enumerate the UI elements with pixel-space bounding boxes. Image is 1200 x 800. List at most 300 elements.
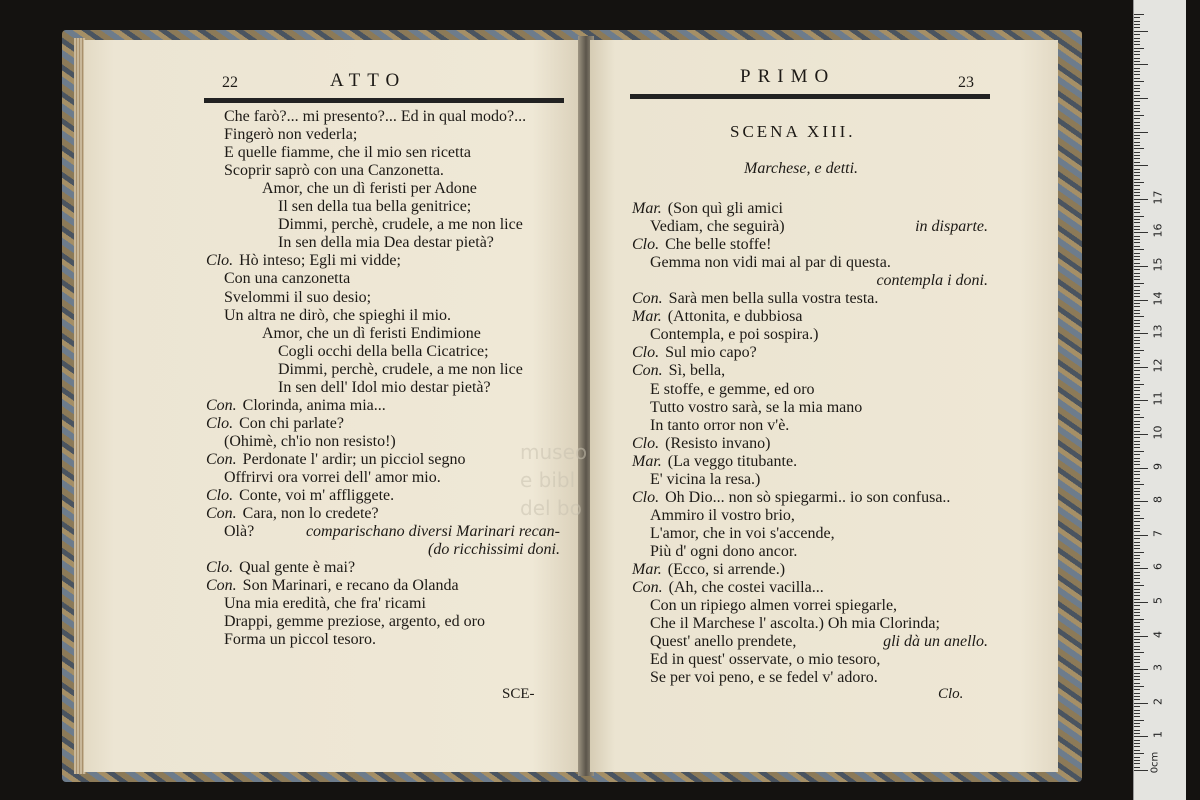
ruler-tick: [1134, 770, 1148, 771]
ruler-tick: [1134, 703, 1148, 704]
ruler-tick: [1134, 21, 1140, 22]
scene-characters: Marchese, e detti.: [744, 160, 859, 177]
ruler-tick: [1134, 525, 1140, 526]
ruler-tick: [1134, 518, 1144, 519]
text-line: [206, 397, 386, 415]
ruler-tick: [1134, 330, 1140, 331]
ruler-tick: [1134, 474, 1140, 475]
ruler-tick: [1134, 652, 1144, 653]
ruler-tick: [1134, 343, 1140, 344]
verse-text: Cogli occhi della bella Cicatrice;: [278, 342, 489, 360]
ruler-tick: [1134, 283, 1144, 284]
ruler-tick: [1134, 152, 1140, 153]
ruler-tick: [1134, 51, 1140, 52]
verse-text: Contempla, e poi sospira.): [650, 326, 819, 344]
ruler-tick: [1134, 414, 1140, 415]
ruler-tick: [1134, 609, 1140, 610]
speaker-name: Con.: [632, 579, 663, 597]
text-line: [278, 198, 471, 216]
ruler-tick: [1134, 394, 1140, 395]
text-line: [206, 577, 459, 595]
ruler-tick: [1134, 61, 1140, 62]
text-line: [632, 344, 757, 362]
verse-text: Cara, non lo credete?: [242, 505, 379, 523]
ruler-tick: [1134, 619, 1144, 620]
speaker-name: Mar.: [632, 452, 662, 470]
ruler-tick: [1134, 316, 1144, 317]
ruler-tick: [1134, 81, 1144, 82]
ruler-label: 10: [1151, 425, 1165, 440]
text-line: [262, 325, 481, 343]
verse-text: Tutto vostro sarà, se la mia mano: [650, 398, 863, 416]
right-page: [590, 40, 1058, 772]
verse-text: Drappi, gemme preziose, argento, ed oro: [224, 613, 485, 631]
verse-text: Quest' anello prendete,: [650, 633, 797, 651]
ruler-tick: [1134, 290, 1140, 291]
verse-text: Dimmi, perchè, crudele, a me non lice: [278, 216, 523, 234]
verse-text: Il sen della tua bella genitrice;: [278, 198, 472, 216]
ruler-tick: [1134, 478, 1140, 479]
ruler-tick: [1134, 105, 1140, 106]
watermark: [520, 438, 587, 522]
text-line: [224, 126, 357, 144]
ruler-tick: [1134, 85, 1140, 86]
ruler-tick: [1134, 54, 1140, 55]
ruler-tick: [1134, 538, 1140, 539]
verse-text: Vediam, che seguirà): [650, 218, 785, 236]
speaker-name: Clo.: [206, 487, 234, 505]
text-line: [632, 453, 797, 471]
ruler-tick: [1134, 189, 1140, 190]
ruler-tick: [1134, 38, 1140, 39]
ruler-tick: [1134, 572, 1140, 573]
ruler-tick: [1134, 555, 1140, 556]
ruler-tick: [1134, 313, 1140, 314]
ruler-tick: [1134, 142, 1140, 143]
ruler-tick: [1134, 505, 1140, 506]
text-line: [632, 489, 950, 507]
ruler-tick: [1134, 357, 1140, 358]
ruler-tick: [1134, 592, 1140, 593]
ruler-tick: [1134, 575, 1140, 576]
verse-text: Olà?: [224, 523, 255, 541]
ruler-tick: [1134, 259, 1140, 260]
ruler-tick: [1134, 548, 1140, 549]
ruler-tick: [1134, 528, 1140, 529]
text-line: [632, 362, 725, 380]
verse-text: Sarà men bella sulla vostra testa.: [668, 290, 879, 308]
text-line: [262, 180, 477, 198]
ruler-tick: [1134, 488, 1140, 489]
ruler-tick: [1134, 101, 1140, 102]
speaker-name: Mar.: [632, 561, 662, 578]
text-line: [224, 162, 444, 180]
ruler-tick: [1134, 673, 1140, 674]
verse-text: Hò inteso; Egli mi vidde;: [239, 252, 401, 270]
ruler-tick: [1134, 639, 1140, 640]
ruler-label: 13: [1151, 324, 1165, 339]
ruler-tick: [1134, 427, 1140, 428]
ruler-tick: [1134, 730, 1140, 731]
text-line: [224, 433, 396, 451]
text-line: [650, 597, 897, 615]
ruler-tick: [1134, 286, 1140, 287]
ruler-tick: [1134, 458, 1140, 459]
ruler-tick: [1134, 515, 1140, 516]
text-line: [206, 559, 355, 577]
ruler-tick: [1134, 471, 1140, 472]
left-page-header: ATTO: [330, 70, 407, 91]
ruler-tick: [1134, 686, 1144, 687]
ruler-tick: [1134, 390, 1140, 391]
ruler-tick: [1134, 669, 1148, 670]
ruler-tick: [1134, 360, 1140, 361]
ruler-tick: [1134, 377, 1140, 378]
ruler-tick: [1134, 501, 1148, 502]
verse-text: Forma un piccol tesoro.: [224, 631, 376, 649]
ruler-tick: [1134, 206, 1140, 207]
ruler-tick: [1134, 757, 1140, 758]
ruler-tick: [1134, 340, 1140, 341]
ruler-tick: [1134, 421, 1140, 422]
text-line: [632, 308, 802, 326]
ruler-tick: [1134, 236, 1140, 237]
ruler-tick: [1134, 464, 1140, 465]
ruler-label: 1: [1151, 731, 1165, 739]
ruler-tick: [1134, 484, 1144, 485]
ruler-tick: [1134, 48, 1144, 49]
ruler-label: 2: [1151, 697, 1165, 705]
ruler-tick: [1134, 582, 1140, 583]
speaker-name: Clo.: [632, 434, 660, 452]
text-line: [632, 561, 785, 579]
ruler-tick: [1134, 531, 1140, 532]
ruler-tick: [1134, 44, 1140, 45]
ruler-label: 17: [1151, 190, 1165, 205]
verse-text: Dimmi, perchè, crudele, a me non lice: [278, 360, 523, 378]
ruler-tick: [1134, 384, 1144, 385]
ruler-tick: [1134, 431, 1140, 432]
ruler-tick: [1134, 595, 1140, 596]
ruler-tick: [1134, 441, 1140, 442]
verse-text: Una mia eredità, che fra' ricami: [224, 595, 426, 613]
ruler-tick: [1134, 713, 1140, 714]
ruler-tick: [1134, 165, 1148, 166]
ruler-tick: [1134, 454, 1140, 455]
ruler-tick: [1134, 212, 1140, 213]
ruler-label: 15: [1151, 257, 1165, 272]
ruler-tick: [1134, 108, 1140, 109]
ruler-tick: [1134, 404, 1140, 405]
ruler-tick: [1134, 498, 1140, 499]
ruler-tick: [1134, 256, 1140, 257]
verse-text: (Ah, che costei vacilla...: [668, 579, 824, 597]
ruler-tick: [1134, 656, 1140, 657]
ruler-tick: [1134, 303, 1140, 304]
text-line: [278, 234, 494, 252]
ruler-tick: [1134, 306, 1140, 307]
text-line: [650, 615, 940, 633]
verse-text: E' vicina la resa.): [650, 470, 761, 488]
ruler-tick: [1134, 447, 1140, 448]
ruler-tick: [1134, 266, 1148, 267]
ruler-tick: [1134, 229, 1140, 230]
ruler-tick: [1134, 400, 1148, 401]
ruler-tick: [1134, 622, 1140, 623]
ruler-tick: [1134, 148, 1144, 149]
ruler-tick: [1134, 370, 1140, 371]
text-line: [632, 200, 783, 218]
ruler-tick: [1134, 407, 1140, 408]
text-line: [224, 270, 350, 288]
ruler-tick: [1134, 743, 1140, 744]
text-line: [632, 236, 771, 254]
verse-text: (Ohimè, ch'io non resisto!): [224, 432, 396, 450]
ruler-tick: [1134, 542, 1140, 543]
ruler-label: 12: [1151, 358, 1165, 373]
right-catchword: Clo.: [938, 686, 964, 702]
ruler-tick: [1134, 202, 1140, 203]
ruler-tick: [1134, 481, 1140, 482]
scene-title: SCENA XIII.: [730, 122, 856, 141]
stage-direction: in disparte.: [915, 218, 988, 236]
ruler-tick: [1134, 95, 1140, 96]
ruler-tick: [1134, 115, 1144, 116]
verse-text: In sen dell' Idol mio destar pietà?: [278, 378, 491, 396]
text-line: [650, 399, 862, 417]
ruler-tick: [1134, 696, 1140, 697]
text-line: [650, 381, 815, 399]
ruler-tick: [1134, 347, 1140, 348]
ruler-tick: [1134, 320, 1140, 321]
ruler-tick: [1134, 209, 1140, 210]
ruler-tick: [1134, 760, 1140, 761]
ruler-tick: [1134, 219, 1140, 220]
verse-text: Che belle stoffe!: [665, 236, 772, 254]
watermark-line: museo: [520, 440, 588, 464]
ruler-tick: [1134, 753, 1144, 754]
ruler-tick: [1134, 279, 1140, 280]
ruler-tick: [1134, 300, 1148, 301]
ruler-label: 16: [1151, 223, 1165, 238]
text-line: [224, 144, 471, 162]
ruler-tick: [1134, 91, 1140, 92]
ruler-label: 4: [1151, 630, 1165, 638]
ruler-tick: [1134, 242, 1140, 243]
speaker-name: Clo.: [632, 344, 660, 362]
ruler-tick: [1134, 632, 1140, 633]
speaker-name: Clo.: [206, 559, 234, 577]
speaker-name: Con.: [632, 290, 663, 308]
ruler-tick: [1134, 535, 1148, 536]
verse-text: Più d' ogni dono ancor.: [650, 542, 798, 560]
ruler-tick: [1134, 706, 1140, 707]
ruler-tick: [1134, 562, 1140, 563]
ruler-tick: [1134, 249, 1144, 250]
verse-text: L'amor, che in voi s'accende,: [650, 524, 835, 542]
ruler-tick: [1134, 14, 1144, 15]
ruler-label: 14: [1151, 291, 1165, 306]
text-line: [206, 451, 466, 469]
verse-text: Se per voi peno, e se fedel v' adoro.: [650, 669, 878, 687]
ruler-tick: [1134, 629, 1140, 630]
ruler-tick: [1134, 726, 1140, 727]
ruler-tick: [1134, 135, 1140, 136]
verse-text: Sì, bella,: [668, 362, 726, 380]
ruler-tick: [1134, 269, 1140, 270]
verse-text: E quelle fiamme, che il mio sen ricetta: [224, 144, 472, 162]
ruler-tick: [1134, 602, 1148, 603]
ruler-tick: [1134, 683, 1140, 684]
ruler-tick: [1134, 767, 1140, 768]
ruler-tick: [1134, 589, 1140, 590]
text-line: [650, 218, 785, 236]
ruler-tick: [1134, 263, 1140, 264]
ruler-tick: [1134, 666, 1140, 667]
verse-text: In sen della mia Dea destar pietà?: [278, 234, 494, 252]
ruler-tick: [1134, 740, 1140, 741]
verse-text: Che farò?... mi presento?... Ed in qual modo?...: [224, 108, 527, 125]
ruler-tick: [1134, 64, 1148, 65]
text-line: [650, 254, 891, 272]
ruler-tick: [1134, 723, 1140, 724]
ruler-tick: [1134, 750, 1140, 751]
ruler-tick: [1134, 451, 1144, 452]
verse-text: (Son quì gli amici: [667, 200, 783, 217]
ruler-label: 3: [1151, 664, 1165, 672]
ruler-tick: [1134, 374, 1140, 375]
ruler-tick: [1134, 239, 1140, 240]
ruler-tick: [1134, 34, 1140, 35]
ruler-tick: [1134, 74, 1140, 75]
ruler-unit: 0cm: [1149, 751, 1161, 774]
ruler-tick: [1134, 192, 1140, 193]
ruler-tick: [1134, 491, 1140, 492]
verse-text: Con una canzonetta: [224, 270, 351, 288]
ruler-tick: [1134, 461, 1140, 462]
ruler-tick: [1134, 337, 1140, 338]
speaker-name: Con.: [206, 577, 237, 595]
ruler-tick: [1134, 253, 1140, 254]
ruler-tick: [1134, 293, 1140, 294]
ruler-label: 7: [1151, 529, 1165, 537]
ruler-tick: [1134, 323, 1140, 324]
ruler-tick: [1134, 226, 1140, 227]
ruler-tick: [1134, 746, 1140, 747]
ruler-tick: [1134, 699, 1140, 700]
ruler-tick: [1134, 599, 1140, 600]
ruler-tick: [1134, 693, 1140, 694]
text-line: [224, 613, 485, 631]
ruler-label: 9: [1151, 462, 1165, 470]
ruler-tick: [1134, 138, 1140, 139]
verse-text: Ed in quest' osservate, o mio tesoro,: [650, 651, 881, 669]
speaker-name: Con.: [632, 362, 663, 380]
stage-direction: (do ricchissimi doni.: [428, 541, 560, 559]
ruler-tick: [1134, 195, 1140, 196]
ruler-tick: [1134, 27, 1140, 28]
text-line: [224, 307, 451, 325]
ruler-tick: [1134, 646, 1140, 647]
ruler-tick: [1134, 397, 1140, 398]
text-line: [224, 289, 371, 307]
ruler-tick: [1134, 508, 1140, 509]
ruler-tick: [1134, 41, 1140, 42]
text-line: [278, 379, 491, 397]
text-line: [278, 343, 489, 361]
ruler-tick: [1134, 380, 1140, 381]
text-line: [650, 633, 796, 651]
text-line: [650, 669, 878, 687]
ruler-tick: [1134, 162, 1140, 163]
ruler-tick: [1134, 679, 1140, 680]
text-line: [224, 631, 376, 649]
ruler-tick: [1134, 615, 1140, 616]
ruler-tick: [1134, 642, 1140, 643]
verse-text: (Attonita, e dubbiosa: [667, 308, 803, 326]
ruler-tick: [1134, 31, 1148, 32]
verse-text: (Resisto invano): [665, 434, 771, 452]
text-line: [206, 415, 344, 433]
verse-text: Son Marinari, e recano da Olanda: [242, 577, 459, 595]
ruler-tick: [1134, 17, 1140, 18]
ruler-tick: [1134, 310, 1140, 311]
ruler-tick: [1134, 333, 1148, 334]
text-line: [224, 469, 441, 487]
verse-text: Perdonate l' ardir; un picciol segno: [242, 450, 466, 468]
text-line: [278, 216, 523, 234]
right-header-rule: [630, 94, 990, 99]
verse-text: Con chi parlate?: [239, 414, 344, 432]
ruler-tick: [1134, 720, 1144, 721]
ruler-tick: [1134, 410, 1140, 411]
measurement-ruler: [1133, 0, 1186, 800]
ruler-tick: [1134, 350, 1144, 351]
verse-text: Amor, che un dì feristi Endimione: [262, 324, 481, 342]
ruler-tick: [1134, 353, 1140, 354]
ruler-tick: [1134, 578, 1140, 579]
ruler-tick: [1134, 132, 1148, 133]
speaker-name: Con.: [206, 396, 237, 414]
ruler-tick: [1134, 689, 1140, 690]
ruler-tick: [1134, 273, 1140, 274]
text-line: [224, 523, 254, 541]
verse-text: E stoffe, e gemme, ed oro: [650, 380, 815, 398]
ruler-tick: [1134, 122, 1140, 123]
ruler-tick: [1134, 185, 1140, 186]
watermark-line: e bibl: [520, 468, 576, 492]
ruler-tick: [1134, 296, 1140, 297]
ruler-tick: [1134, 172, 1140, 173]
text-line: [224, 108, 526, 126]
ruler-label: 11: [1151, 391, 1165, 406]
ruler-tick: [1134, 710, 1140, 711]
left-page-number: 22: [222, 74, 238, 91]
verse-text: Sul mio capo?: [665, 344, 757, 362]
ruler-tick: [1134, 511, 1140, 512]
ruler-tick: [1134, 736, 1148, 737]
text-line: [206, 487, 394, 505]
text-line: [278, 361, 523, 379]
verse-text: Un altra ne dirò, che spieghi il mio.: [224, 306, 452, 324]
ruler-tick: [1134, 118, 1140, 119]
ruler-tick: [1134, 605, 1140, 606]
ruler-tick: [1134, 612, 1140, 613]
text-line: [650, 471, 760, 489]
ruler-tick: [1134, 68, 1140, 69]
ruler-tick: [1134, 659, 1140, 660]
verse-text: Che il Marchese l' ascolta.) Oh mia Clorinda;: [650, 615, 940, 633]
